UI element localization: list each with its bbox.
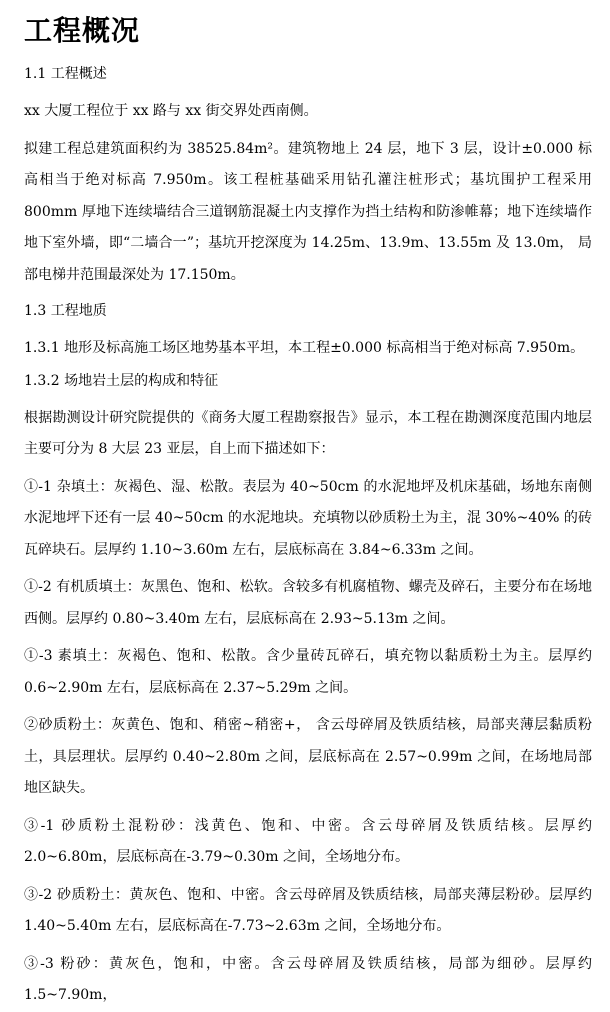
section-heading-1-3: 1.3 工程地质	[24, 303, 107, 319]
paragraph-location: xx 大厦工程位于 xx 路与 xx 街交界处西南侧。	[24, 103, 318, 119]
paragraph-soil-intro: 根据勘测设计研究院提供的《商务大厦工程勘察报告》显示，本工程在勘测深度范围内地层主要可分为 8 大层 23 亚层，自上而下描述如下：	[24, 409, 592, 457]
paragraph-layer-3-1: ③-1 砂质粉土混粉砂：浅黄色、饱和、中密。含云母碎屑及铁质结核。层厚约 2.0~6.80m，层底标高在-3.79~0.30m 之间，全场地分布。	[24, 817, 592, 865]
page-title: 工程概况	[24, 14, 141, 47]
paragraph-layer-1-2: ①-2 有机质填土：灰黑色、饱和、松软。含较多有机腐植物、螺壳及碎石，主要分布在场地西侧。层厚约 0.80~3.40m 左右，层底标高在 2.93~5.13m 之间。	[24, 579, 592, 627]
section-heading-1-1: 1.1 工程概述	[24, 66, 107, 82]
paragraph-layer-2: ②砂质粉土：灰黄色、饱和、稍密~稍密+， 含云母碎屑及铁质结核，局部夹薄层黏质粉土，具层理状。层厚约 0.40~2.80m 之间，层底标高在 2.57~0.99m 之间，在场地局部地区缺失。	[24, 717, 592, 796]
paragraph-layer-3-2: ③-2 砂质粉土：黄灰色、饱和、中密。含云母碎屑及铁质结核，局部夹薄层粉砂。层厚约 1.40~5.40m 左右，层底标高在-7.73~2.63m 之间，全场地分布。	[24, 886, 592, 934]
section-heading-1-3-2: 1.3.2 场地岩土层的构成和特征	[24, 372, 219, 389]
paragraph-1-3-1: 1.3.1 地形及标高施工场区地势基本平坦，本工程±0.000 标高相当于绝对标高 7.950m。	[24, 340, 585, 356]
paragraph-overview: 拟建工程总建筑面积约为 38525.84m²。建筑物地上 24 层，地下 3 层，设计±0.000 标高相当于绝对标高 7.950m。该工程桩基础采用钻孔灌注桩形式；基坑围护工程采用 800mm 厚地下连续墙结合三道钢筋混凝土内支撑作为挡土结构和防渗帷幕；地下连续墙作地下室外墙，即“二墙合一”；基坑开挖深度为 14.25m、13.9m、13.55m 及 13.0m， 局部电梯井范围最深处为 17.150m。	[24, 140, 592, 283]
paragraph-layer-1-3: ①-3 素填土：灰褐色、饱和、松散。含少量砖瓦碎石，填充物以黏质粉土为主。层厚约 0.6~2.90m 左右，层底标高在 2.37~5.29m 之间。	[24, 648, 592, 696]
paragraph-layer-1-1: ①-1 杂填土：灰褐色、湿、松散。表层为 40~50cm 的水泥地坪及机床基础，场地东南侧水泥地坪下还有一层 40~50cm 的水泥地块。充填物以砂质粉土为主，混 30%~40% 的砖瓦碎块石。层厚约 1.10~3.60m 左右，层底标高在 3.84~6.33m 之间。	[24, 478, 592, 558]
paragraph-layer-3-3: ③-3 粉砂：黄灰色，饱和，中密。含云母碎屑及铁质结核，局部为细砂。层厚约 1.5~7.90m，	[24, 955, 592, 1003]
